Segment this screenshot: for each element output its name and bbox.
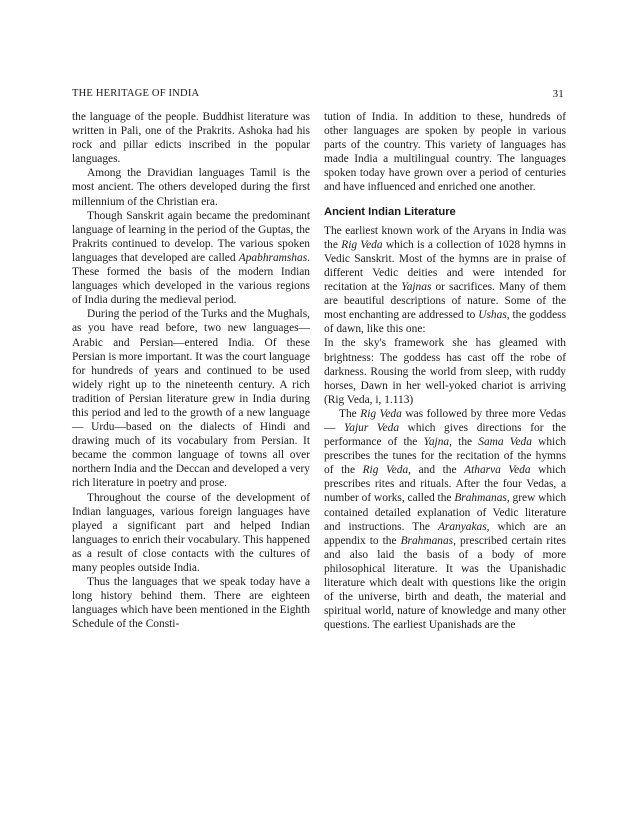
paragraph: During the period of the Turks and the Mughals, as you have read before, two new languages—Arabic and Persian—entered India. Of these Persian is more important. It was the court language for hundreds of years and continued to be used widely right up to the nineteenth century. A rich tradition of Persian literature grew in India during this period and led to the growth of a new language — Urdu—based on the dialects of Hindi and drawing much of its vocabulary from Persian. It became the common language of towns all over northern India and the Deccan and developed a very rich literature in poetry and prose. [72,308,310,490]
left-column [72,110,310,631]
paragraph: The earliest known work of the Aryans in India was the Rig Veda which is a collection of 1028 hymns in Vedic Sanskrit. Most of the hymns are in praise of different Vedic deities and were intended for recitation at the Yajnas or sacrifices. Many of them are beautiful descriptions of nature. Some of the most enchanting are addressed to Ushas, the goddess of dawn, like this one: [324,224,566,336]
paragraph: Throughout the course of the development of Indian languages, various foreign languages have played a significant part and helped Indian languages to enrich their vocabulary. This happened as a result of close contacts with the cultures of many peoples outside India. [72,491,310,574]
paragraph: The Rig Veda was followed by three more Vedas — Yajur Veda which gives directions for the performance of the Yajna, the Sama Veda which prescribes the tunes for the recitation of the hymns of the Rig Veda, and the Atharva Veda which prescribes rites and rituals. After the four Vedas, a number of works, called the Brahmanas, grew which contained detailed explanation of Vedic literature and instructions. The Aranyakas, which are an appendix to the Brahmanas, prescribed certain rites and also laid the basis of a body of more philosophical literature. It was the Upanishadic literature which dealt with questions like the origin of the universe, birth and death, the material and spiritual world, nature of knowledge and many other questions. The earliest Upanishads are the [324,407,567,632]
section-heading: Ancient Indian Literature [324,205,456,218]
block-quote: In the sky's framework she has gleamed with brightness: The goddess has cast off the robe of darkness. Rousing the world from sleep, with ruddy horses, Dawn in her well-yoked chariot is arriving (Rig Veda, i, 1.113) [324,337,566,406]
right-column [324,110,566,632]
paragraph: the language of the people. Buddhist literature was written in Pali, one of the Prakrits. Ashoka had his rock and pillar edicts inscribed in the popular languages. [72,111,310,166]
running-title: THE HERITAGE OF INDIA [72,88,200,99]
running-head [72,88,566,104]
paragraph: Though Sanskrit again became the predominant language of learning in the period of the Guptas, the Prakrits continued to develop. The various spoken languages that developed are called Apabhramshas. These formed the basis of the modern Indian languages which developed in the various regions of India during the medieval period. [72,209,310,307]
paragraph: tution of India. In addition to these, hundreds of other languages are spoken by people in various parts of the country. This variety of languages has made India a multilingual country. The languages spoken today have grown over a period of centuries and have influenced and enriched one another. [324,111,566,194]
paragraph: Thus the languages that we speak today have a long history behind them. There are eighteen languages which have been mentioned in the Eighth Schedule of the Consti- [72,576,310,631]
paragraph: Among the Dravidian languages Tamil is the most ancient. The others developed during the first millennium of the Christian era. [72,167,310,208]
quote-source: (Rig Veda, i, 1.113) [324,393,414,406]
page-number: 31 [552,88,564,100]
